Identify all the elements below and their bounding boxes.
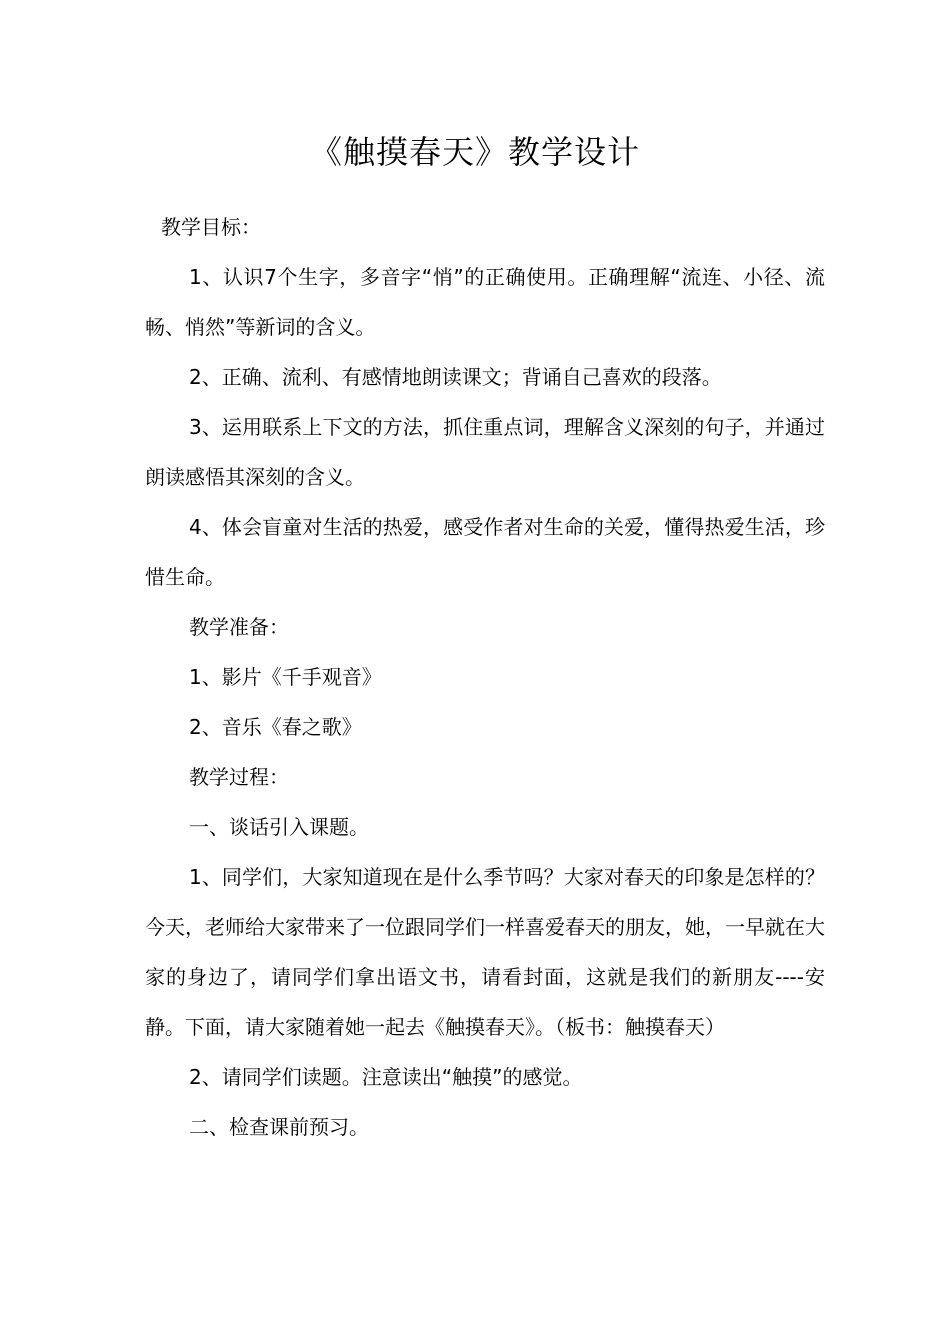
preparation-item-2: 2、音乐《春之歌》 [189,715,362,739]
document-title: 《触摸春天》教学设计 [309,133,640,171]
preparation-item-1: 1、影片《千手观音》 [189,665,382,689]
objective-item-3: 3、运用联系上下文的方法，抓住重点词，理解含义深刻的句子，并通过朗读感悟其深刻的含义。 [145,415,825,489]
section-heading-objectives: 教学目标： [161,215,261,239]
process-step-1-heading: 一、谈话引入课题。 [189,815,369,839]
document-body [145,202,825,1152]
section-heading-preparation: 教学准备： [189,615,289,639]
process-step-1-item-1: 1、同学们，大家知道现在是什么季节吗？大家对春天的印象是怎样的？今天，老师给大家带来了一位跟同学们一样喜爱春天的朋友，她，一早就在大家的身边了，请同学们拿出语文书，请看封面，这就是我们的新朋友----安静。下面，请大家随着她一起去《触摸春天》。（板书：触摸春天） [145,865,825,1039]
process-step-2-heading: 二、检查课前预习。 [189,1115,369,1139]
objective-item-2: 2、正确、流利、有感情地朗读课文；背诵自己喜欢的段落。 [189,365,722,389]
section-heading-process: 教学过程： [189,765,289,789]
process-step-1-item-2: 2、请同学们读题。注意读出“触摸”的感觉。 [189,1065,583,1089]
objective-item-4: 4、体会盲童对生活的热爱，感受作者对生命的关爱，懂得热爱生活，珍惜生命。 [145,515,825,589]
objective-item-1: 1、认识7个生字，多音字“悄”的正确使用。正确理解“流连、小径、流畅、悄然”等新词的含义。 [145,265,825,339]
